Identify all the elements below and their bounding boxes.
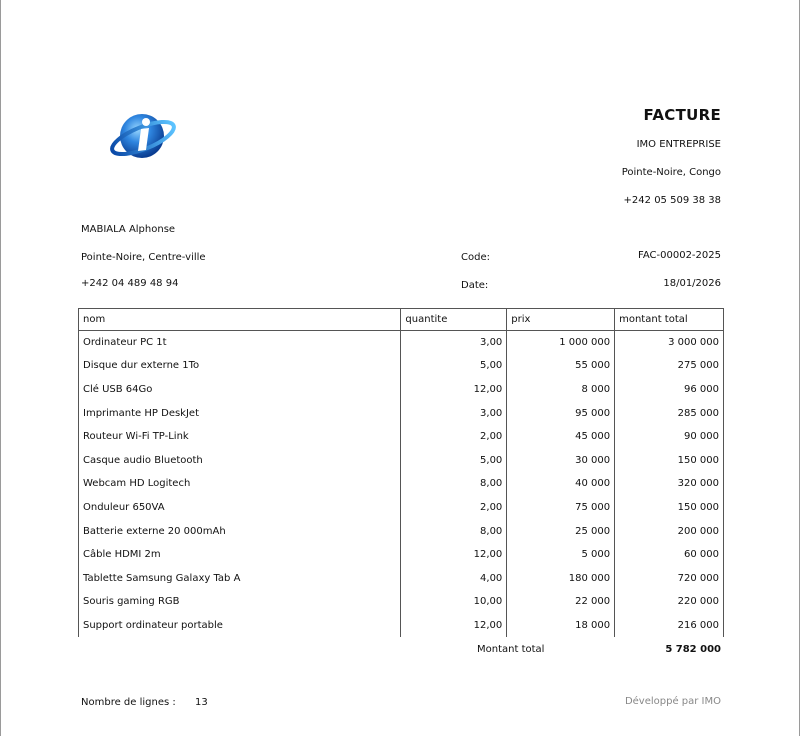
table-row (79, 331, 724, 355)
cell-montant: 60 000 (615, 543, 724, 567)
column-header-montant: montant total (615, 309, 724, 331)
client-phone: +242 04 489 48 94 (81, 278, 179, 289)
client-name: MABIALA Alphonse (81, 224, 176, 235)
code-label: Code: (461, 252, 490, 263)
table-row (79, 590, 724, 614)
column-header-quantite: quantite (401, 309, 507, 331)
date-label: Date: (461, 280, 489, 291)
table-header-row (79, 309, 724, 331)
cell-prix: 1 000 000 (507, 331, 615, 355)
cell-prix: 45 000 (507, 425, 615, 449)
cell-quantite: 8,00 (401, 472, 507, 496)
table-row (79, 614, 724, 638)
cell-prix: 25 000 (507, 519, 615, 543)
invoice-date: 18/01/2026 (663, 278, 721, 289)
cell-nom: Support ordinateur portable (79, 614, 401, 638)
column-header-nom: nom (79, 309, 401, 331)
cell-quantite: 2,00 (401, 425, 507, 449)
cell-montant: 216 000 (615, 614, 724, 638)
cell-nom: Souris gaming RGB (79, 590, 401, 614)
cell-nom: Routeur Wi-Fi TP-Link (79, 425, 401, 449)
cell-montant: 320 000 (615, 472, 724, 496)
cell-montant: 3 000 000 (615, 331, 724, 355)
cell-prix: 30 000 (507, 448, 615, 472)
cell-prix: 180 000 (507, 566, 615, 590)
cell-nom: Disque dur externe 1To (79, 354, 401, 378)
table-row (79, 448, 724, 472)
cell-prix: 55 000 (507, 354, 615, 378)
cell-quantite: 12,00 (401, 378, 507, 402)
cell-quantite: 12,00 (401, 543, 507, 567)
cell-nom: Webcam HD Logitech (79, 472, 401, 496)
cell-montant: 220 000 (615, 590, 724, 614)
table-row (79, 354, 724, 378)
cell-quantite: 2,00 (401, 496, 507, 520)
cell-quantite: 10,00 (401, 590, 507, 614)
total-label: Montant total (477, 644, 545, 655)
column-header-prix: prix (507, 309, 615, 331)
cell-nom: Ordinateur PC 1t (79, 331, 401, 355)
cell-montant: 150 000 (615, 496, 724, 520)
cell-prix: 8 000 (507, 378, 615, 402)
client-address: Pointe-Noire, Centre-ville (81, 252, 206, 263)
company-phone: +242 05 509 38 38 (623, 195, 721, 206)
cell-quantite: 5,00 (401, 448, 507, 472)
cell-prix: 18 000 (507, 614, 615, 638)
invoice-code: FAC-00002-2025 (638, 250, 721, 261)
cell-nom: Batterie externe 20 000mAh (79, 519, 401, 543)
cell-quantite: 3,00 (401, 401, 507, 425)
cell-nom: Câble HDMI 2m (79, 543, 401, 567)
cell-quantite: 5,00 (401, 354, 507, 378)
company-name: IMO ENTREPRISE (636, 139, 721, 150)
cell-nom: Clé USB 64Go (79, 378, 401, 402)
cell-montant: 90 000 (615, 425, 724, 449)
cell-prix: 95 000 (507, 401, 615, 425)
cell-quantite: 12,00 (401, 614, 507, 638)
cell-prix: 22 000 (507, 590, 615, 614)
line-count-label: Nombre de lignes : (81, 697, 176, 708)
table-row (79, 543, 724, 567)
table-row (79, 425, 724, 449)
table-row (79, 401, 724, 425)
cell-prix: 5 000 (507, 543, 615, 567)
cell-nom: Imprimante HP DeskJet (79, 401, 401, 425)
table-row (79, 472, 724, 496)
table-row (79, 566, 724, 590)
company-address: Pointe-Noire, Congo (621, 167, 721, 178)
developer-credit: Développé par IMO (624, 696, 721, 707)
cell-nom: Tablette Samsung Galaxy Tab A (79, 566, 401, 590)
cell-prix: 75 000 (507, 496, 615, 520)
cell-quantite: 8,00 (401, 519, 507, 543)
line-count-value: 13 (195, 697, 208, 708)
cell-nom: Casque audio Bluetooth (79, 448, 401, 472)
globe-i-logo-icon (108, 108, 178, 164)
cell-montant: 285 000 (615, 401, 724, 425)
cell-montant: 720 000 (615, 566, 724, 590)
cell-quantite: 4,00 (401, 566, 507, 590)
table-row (79, 378, 724, 402)
cell-montant: 275 000 (615, 354, 724, 378)
cell-montant: 150 000 (615, 448, 724, 472)
items-table (78, 308, 724, 637)
cell-montant: 96 000 (615, 378, 724, 402)
cell-quantite: 3,00 (401, 331, 507, 355)
invoice-title: FACTURE (643, 106, 721, 124)
table-row (79, 496, 724, 520)
cell-nom: Onduleur 650VA (79, 496, 401, 520)
cell-montant: 200 000 (615, 519, 724, 543)
total-value: 5 782 000 (665, 644, 721, 655)
table-row (79, 519, 724, 543)
cell-prix: 40 000 (507, 472, 615, 496)
